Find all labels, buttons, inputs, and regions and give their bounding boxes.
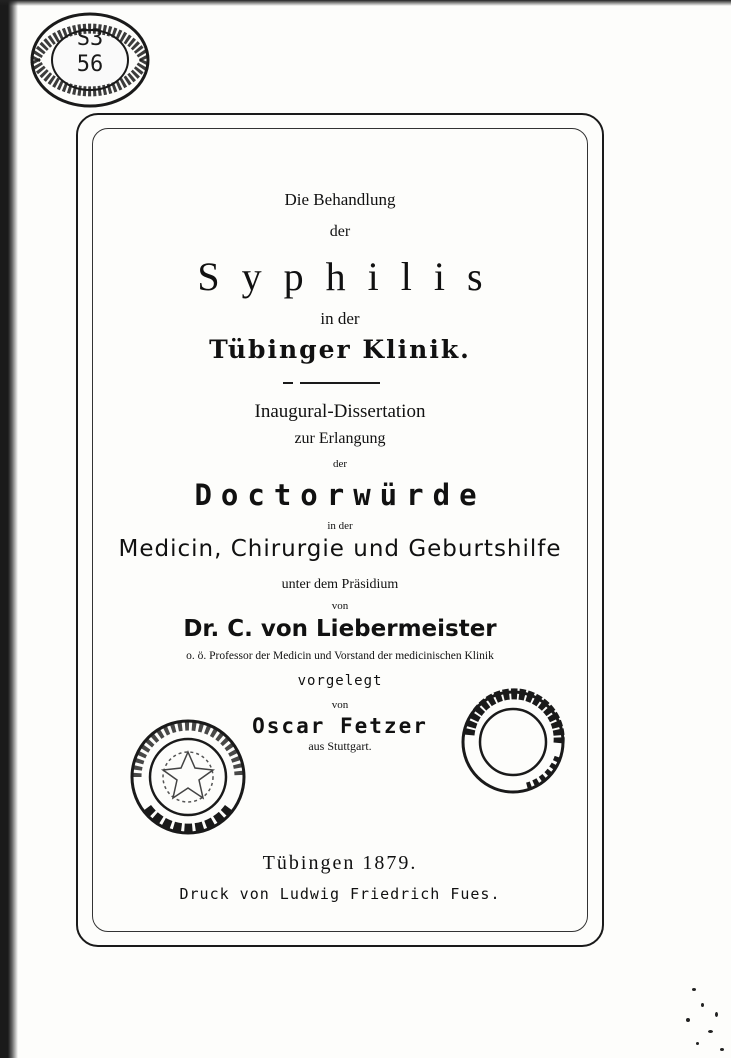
separator-rule	[300, 382, 380, 384]
title-line-8: der	[332, 458, 348, 470]
title-line-4: in der	[320, 309, 360, 328]
supervisor-title: o. ö. Professor der Medicin und Vorstand der medicinischen Klinik	[186, 650, 494, 662]
title-line-16: vorgelegt	[297, 673, 383, 689]
degree-title: Doctorwürde	[194, 478, 486, 512]
paper-speck	[686, 1018, 690, 1022]
author-name: Oscar Fetzer	[252, 714, 428, 738]
paper-speck	[708, 1030, 713, 1033]
title-line-2: der	[329, 223, 351, 240]
title-line-13: von	[331, 600, 349, 612]
paper-speck	[692, 988, 696, 991]
title-line-7: zur Erlangung	[294, 430, 386, 447]
title-line-1: Die Behandlung	[284, 190, 396, 209]
academia-seal-right	[455, 685, 571, 799]
page-top-shadow	[0, 0, 731, 6]
supervisor-name: Dr. C. von Liebermeister	[183, 616, 497, 642]
paper-speck	[715, 1012, 718, 1017]
paper-speck	[701, 1003, 704, 1007]
separator-dash	[283, 382, 293, 384]
title-line-17: von	[331, 699, 349, 711]
page-binding-shadow	[0, 0, 18, 1058]
title-line-10: in der	[327, 520, 353, 532]
paper-speck	[720, 1048, 724, 1051]
main-title: Syphilis	[197, 254, 505, 299]
library-seal-left	[125, 716, 251, 838]
title-line-5: Tübinger Klinik.	[209, 335, 471, 364]
author-origin: aus Stuttgart.	[308, 739, 372, 753]
paper-speck	[696, 1042, 699, 1045]
faculty-line: Medicin, Chirurgie und Geburtshilfe	[118, 536, 562, 562]
dissertation-type: Inaugural-Dissertation	[254, 401, 426, 422]
place-year: Tübingen 1879.	[262, 852, 418, 874]
printer-line: Druck von Ludwig Friedrich Fues.	[179, 885, 501, 903]
title-line-12: unter dem Präsidium	[281, 577, 399, 592]
library-stamp-number: S3 56	[76, 26, 104, 77]
